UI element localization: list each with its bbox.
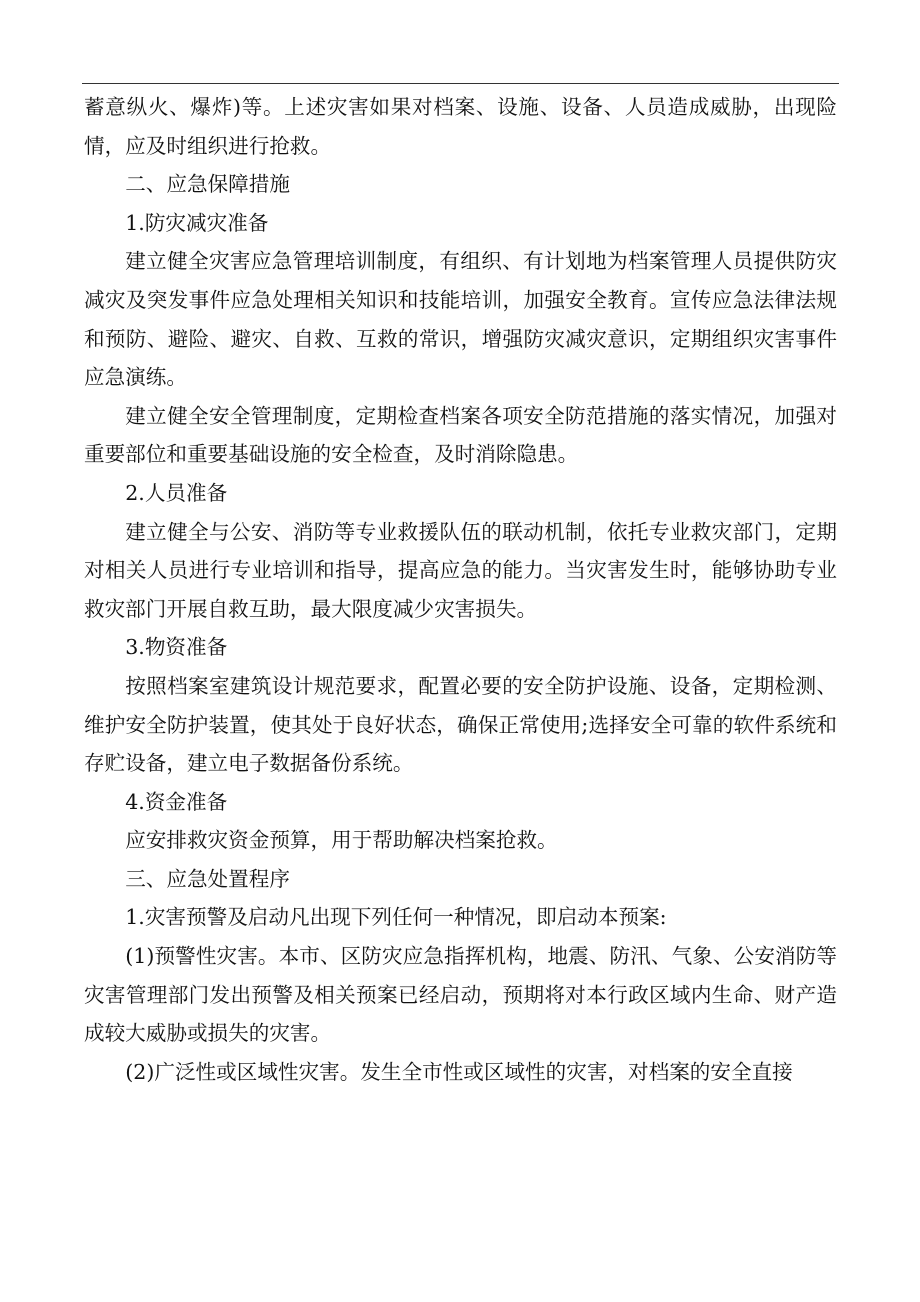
subheading-materials: 3.物资准备 bbox=[125, 635, 228, 660]
paragraph-safety-management: 建立健全安全管理制度，定期检查档案各项安全防范措施的落实情况，加强对重要部位和重要基础设施的安全检查，及时消除隐患。 bbox=[84, 403, 837, 467]
subheading-disaster-prep: 1.防灾减灾准备 bbox=[125, 210, 269, 235]
paragraph-warning-type-1: (1)预警性灾害。本市、区防灾应急指挥机构，地震、防汛、气象、公安消防等灾害管理部门发出预警及相关预案已经启动，预期将对本行政区域内生命、财产造成较大威胁或损失的灾害。 bbox=[84, 944, 837, 1046]
paragraph-continuation: 蓄意纵火、爆炸)等。上述灾害如果对档案、设施、设备、人员造成威胁，出现险情，应及时组织进行抢救。 bbox=[84, 95, 837, 158]
paragraph-training: 建立健全灾害应急管理培训制度，有组织、有计划地为档案管理人员提供防灾减灾及突发事件应急处理相关知识和技能培训，加强安全教育。宣传应急法律法规和预防、避险、避灾、自救、互救的常识，增强防灾减灾意识，定期组织灾害事件应急演练。 bbox=[84, 249, 837, 390]
paragraph-materials: 按照档案室建筑设计规范要求，配置必要的安全防护设施、设备，定期检测、维护安全防护装置，使其处于良好状态，确保正常使用;选择安全可靠的软件系统和存贮设备，建立电子数据备份系统。 bbox=[84, 673, 837, 776]
paragraph-personnel: 建立健全与公安、消防等专业救援队伍的联动机制，依托专业救灾部门，定期对相关人员进行专业培训和指导，提高应急的能力。当灾害发生时，能够协助专业救灾部门开展自救互助，最大限度减少灾害损失。 bbox=[84, 519, 837, 621]
paragraph-funds: 应安排救灾资金预算，用于帮助解决档案抢救。 bbox=[125, 828, 558, 853]
section-heading-3: 三、应急处置程序 bbox=[125, 866, 290, 891]
subheading-funds: 4.资金准备 bbox=[125, 789, 228, 814]
section-heading-2: 二、应急保障措施 bbox=[125, 172, 290, 197]
header-rule bbox=[82, 83, 839, 84]
subheading-personnel: 2.人员准备 bbox=[125, 480, 228, 505]
paragraph-warning-start: 1.灾害预警及启动凡出现下列任何一种情况，即启动本预案: bbox=[125, 905, 667, 930]
paragraph-warning-type-2: (2)广泛性或区域性灾害。发生全市性或区域性的灾害，对档案的安全直接 bbox=[125, 1059, 793, 1084]
document-body bbox=[84, 88, 837, 1091]
